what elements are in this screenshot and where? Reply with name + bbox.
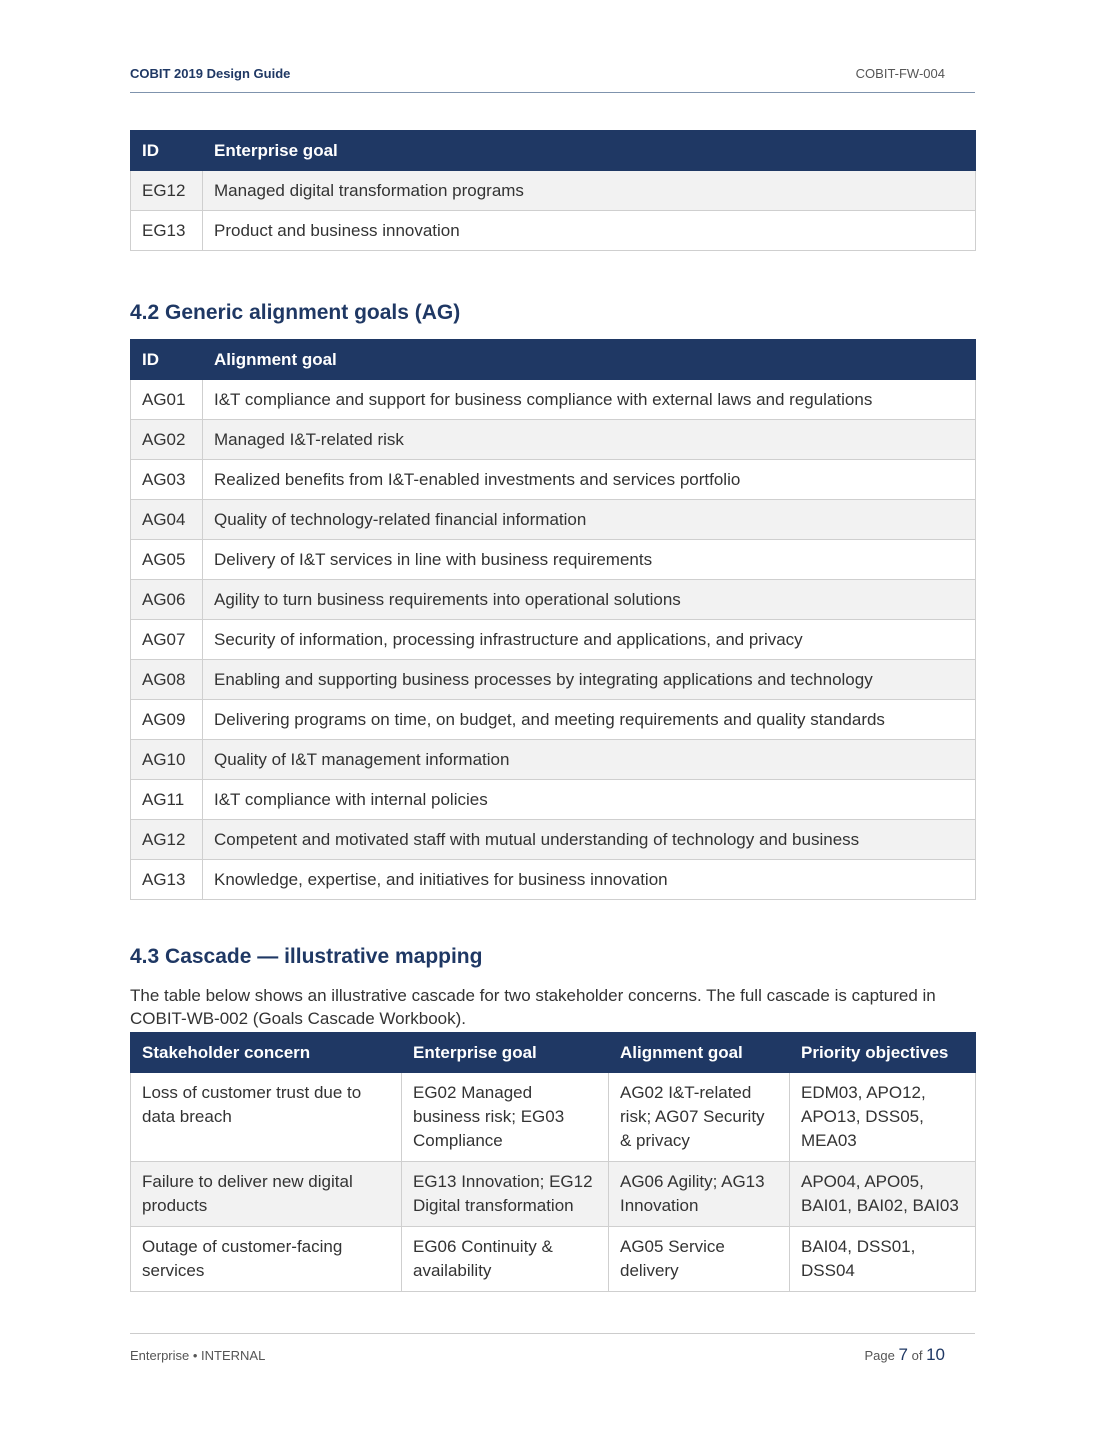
table-row	[131, 380, 976, 420]
enterprise-goal-cell: EG02 Managed business risk; EG03 Compliance	[402, 1073, 609, 1162]
goal-id-cell: AG12	[131, 820, 203, 860]
table-row	[131, 580, 976, 620]
table-row	[131, 740, 976, 780]
alignment-goal-cell: AG05 Service delivery	[609, 1227, 790, 1292]
table-row	[131, 1162, 976, 1227]
goal-id-cell: AG10	[131, 740, 203, 780]
goal-text-cell: Competent and motivated staff with mutual understanding of technology and business	[203, 820, 976, 860]
goal-text-cell: Delivering programs on time, on budget, and meeting requirements and quality standards	[203, 700, 976, 740]
goal-id-cell: AG11	[131, 780, 203, 820]
table-row	[131, 660, 976, 700]
goal-text-cell: Enabling and supporting business processes by integrating applications and technology	[203, 660, 976, 700]
goal-id-cell: AG03	[131, 460, 203, 500]
goal-text-cell: I&T compliance and support for business compliance with external laws and regulations	[203, 380, 976, 420]
alignment-goal-cell: AG02 I&T-related risk; AG07 Security & privacy	[609, 1073, 790, 1162]
goal-text-cell: Knowledge, expertise, and initiatives for business innovation	[203, 860, 976, 900]
goal-text-cell: Realized benefits from I&T-enabled investments and services portfolio	[203, 460, 976, 500]
goal-text-cell: I&T compliance with internal policies	[203, 780, 976, 820]
table-row	[131, 1073, 976, 1162]
document-id: COBIT-FW-004	[855, 66, 945, 81]
section-heading-cascade: 4.3 Cascade — illustrative mapping	[130, 945, 483, 968]
table-row	[131, 1227, 976, 1292]
table-row	[131, 700, 976, 740]
column-header-priority-objectives: Priority objectives	[790, 1033, 976, 1073]
table-row	[131, 540, 976, 580]
page-header	[130, 60, 975, 93]
column-header-stakeholder-concern: Stakeholder concern	[131, 1033, 402, 1073]
goal-id-cell: AG08	[131, 660, 203, 700]
page-footer	[130, 1333, 975, 1364]
stakeholder-concern-cell: Outage of customer-facing services	[131, 1227, 402, 1292]
table-row	[131, 820, 976, 860]
page-number	[865, 1345, 945, 1365]
column-header-enterprise-goal: Enterprise goal	[402, 1033, 609, 1073]
cascade-intro-paragraph: The table below shows an illustrative cascade for two stakeholder concerns. The full cascade is captured in COBIT-WB-002 (Goals Cascade Workbook).	[130, 986, 936, 1028]
cascade-mapping-table	[130, 1032, 976, 1292]
goal-text-cell: Delivery of I&T services in line with business requirements	[203, 540, 976, 580]
table-row	[131, 620, 976, 660]
table-row	[131, 500, 976, 540]
page-label: Page	[864, 1348, 895, 1363]
section-heading-alignment-goals: 4.2 Generic alignment goals (AG)	[130, 301, 461, 324]
table-header-row	[131, 131, 976, 171]
column-header-goal: Alignment goal	[203, 340, 976, 380]
column-header-alignment-goal: Alignment goal	[609, 1033, 790, 1073]
goal-id-cell: AG09	[131, 700, 203, 740]
column-header-goal: Enterprise goal	[203, 131, 976, 171]
document-title: COBIT 2019 Design Guide	[130, 66, 291, 81]
goal-text-cell: Agility to turn business requirements into operational solutions	[203, 580, 976, 620]
goal-id-cell: AG13	[131, 860, 203, 900]
table-header-row	[131, 1033, 976, 1073]
table-row	[131, 420, 976, 460]
goal-id-cell: AG04	[131, 500, 203, 540]
goal-id-cell: EG13	[131, 211, 203, 251]
total-page-number: 10	[926, 1345, 945, 1364]
goal-text-cell: Quality of I&T management information	[203, 740, 976, 780]
classification-label: Enterprise • INTERNAL	[130, 1348, 266, 1363]
stakeholder-concern-cell: Failure to deliver new digital products	[131, 1162, 402, 1227]
priority-objectives-cell: BAI04, DSS01, DSS04	[790, 1227, 976, 1292]
goal-id-cell: AG01	[131, 380, 203, 420]
table-row	[131, 211, 976, 251]
enterprise-goals-table	[130, 130, 976, 251]
of-label: of	[911, 1348, 923, 1363]
current-page-number: 7	[898, 1345, 908, 1364]
priority-objectives-cell: EDM03, APO12, APO13, DSS05, MEA03	[790, 1073, 976, 1162]
goal-text-cell: Security of information, processing infrastructure and applications, and privacy	[203, 620, 976, 660]
goal-text-cell: Managed digital transformation programs	[203, 171, 976, 211]
table-row	[131, 780, 976, 820]
enterprise-goal-cell: EG13 Innovation; EG12 Digital transformation	[402, 1162, 609, 1227]
alignment-goal-cell: AG06 Agility; AG13 Innovation	[609, 1162, 790, 1227]
goal-id-cell: EG12	[131, 171, 203, 211]
goal-text-cell: Quality of technology-related financial information	[203, 500, 976, 540]
table-row	[131, 860, 976, 900]
table-row	[131, 171, 976, 211]
alignment-goals-table	[130, 339, 976, 900]
goal-id-cell: AG05	[131, 540, 203, 580]
table-header-row	[131, 340, 976, 380]
goal-text-cell: Managed I&T-related risk	[203, 420, 976, 460]
goal-text-cell: Product and business innovation	[203, 211, 976, 251]
enterprise-goal-cell: EG06 Continuity & availability	[402, 1227, 609, 1292]
goal-id-cell: AG02	[131, 420, 203, 460]
table-row	[131, 460, 976, 500]
stakeholder-concern-cell: Loss of customer trust due to data breach	[131, 1073, 402, 1162]
column-header-id: ID	[131, 131, 203, 171]
goal-id-cell: AG06	[131, 580, 203, 620]
column-header-id: ID	[131, 340, 203, 380]
priority-objectives-cell: APO04, APO05, BAI01, BAI02, BAI03	[790, 1162, 976, 1227]
goal-id-cell: AG07	[131, 620, 203, 660]
